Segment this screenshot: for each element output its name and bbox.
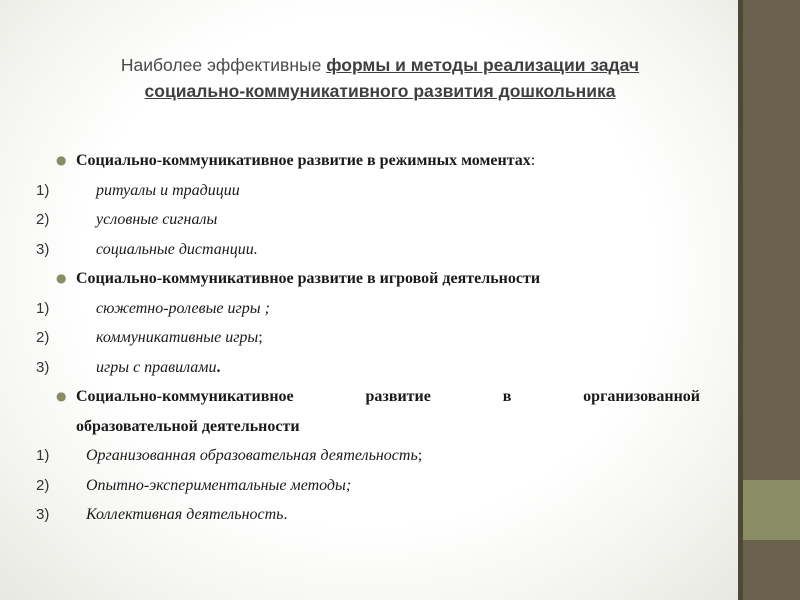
list-item [36, 205, 700, 235]
list-number: 2) [36, 211, 50, 228]
list-item-text: Коллективная деятельность [86, 506, 284, 523]
bullet-icon: ● [56, 153, 67, 167]
section-heading-1 [36, 146, 700, 176]
list-item-text: Опытно-экспериментальные методы; [86, 476, 352, 494]
list-number: 1) [36, 181, 50, 199]
list-item-text: сюжетно-ролевые игры ; [96, 299, 270, 317]
list-item [36, 441, 700, 471]
title-highlight-1: формы и методы реализации задач [326, 55, 640, 75]
list-item [36, 500, 700, 530]
list-item-text: Организованная образовательная деятельность [86, 447, 418, 464]
list-number: 2) [36, 329, 50, 346]
section-heading-3 [36, 382, 700, 412]
slide-title [60, 52, 700, 104]
list-item-text: коммуникативные игры [96, 329, 259, 346]
list-item-tail: . [216, 358, 221, 376]
section-heading-3-cont [36, 412, 700, 442]
list-item [36, 176, 700, 206]
list-number: 3) [36, 358, 50, 376]
list-item-text: игры с правилами [96, 358, 217, 376]
list-item-text: социальные дистанции. [96, 240, 258, 258]
bullet-icon: ● [56, 271, 67, 285]
section-heading-text: Социально-коммуникативное развитие в режимных моментах [76, 152, 531, 169]
section-heading-tail: : [530, 152, 536, 169]
list-number: 2) [36, 476, 50, 494]
sidebar-accent-block [743, 480, 800, 540]
list-item [36, 471, 700, 501]
section-heading-text: образовательной деятельности [76, 417, 300, 435]
section-heading-text: Социально-коммуникативное развитие в игровой деятельности [76, 270, 541, 287]
list-number: 3) [36, 240, 50, 258]
slide-content [36, 146, 700, 530]
section-heading-text: Социально-коммуникативное развитие в организованной [76, 388, 700, 405]
list-item [36, 235, 700, 265]
list-item-tail: ; [258, 329, 263, 346]
list-number: 3) [36, 506, 50, 523]
list-item [36, 294, 700, 324]
list-item-tail: . [283, 506, 288, 523]
list-number: 1) [36, 447, 50, 464]
section-heading-2 [36, 264, 700, 294]
list-item-text: ритуалы и традиции [96, 181, 240, 199]
list-item-text: условные сигналы [96, 211, 218, 228]
list-item [36, 323, 700, 353]
title-highlight-2: социально-коммуникативного развития дошкольника [144, 81, 616, 101]
list-item [36, 353, 700, 383]
list-item-tail: ; [417, 447, 423, 464]
decorative-sidebar [738, 0, 800, 600]
bullet-icon: ● [56, 389, 67, 403]
title-plain: Наиболее эффективные [120, 55, 327, 75]
list-number: 1) [36, 299, 50, 317]
